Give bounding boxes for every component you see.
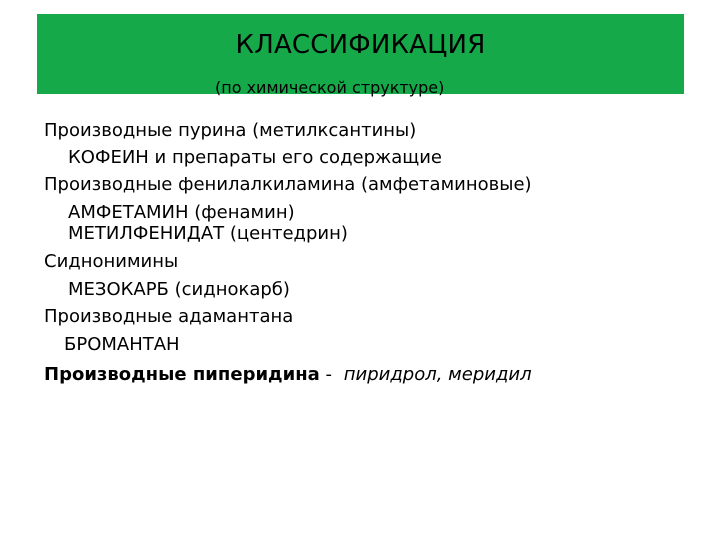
drug-caffeine: КОФЕИН и препараты его содержащие bbox=[68, 147, 442, 168]
slide-subtitle: (по химической структуре) bbox=[215, 78, 445, 97]
drug-mesocarb: МЕЗОКАРБ (сиднокарб) bbox=[68, 279, 290, 300]
group-phenylalkylamine: Производные фенилалкиламина (амфетаминовые) bbox=[44, 174, 532, 195]
group-piperidine-line bbox=[44, 364, 532, 386]
title-band bbox=[37, 14, 684, 97]
drugs-piperidine: пиридрол, меридил bbox=[343, 364, 532, 385]
drug-methylphenidate: МЕТИЛФЕНИДАТ (центедрин) bbox=[68, 223, 348, 244]
drug-amphetamine: АМФЕТАМИН (фенамин) bbox=[68, 202, 295, 223]
group-piperidine: Производные пиперидина bbox=[44, 364, 320, 385]
group-adamantane: Производные адамантана bbox=[44, 306, 294, 327]
group-sydnonimines: Сиднонимины bbox=[44, 251, 179, 272]
separator-dash: - bbox=[319, 364, 338, 385]
group-purine: Производные пурина (метилксантины) bbox=[44, 120, 417, 141]
drug-bromantane: БРОМАНТАН bbox=[64, 334, 180, 355]
slide-title: КЛАССИФИКАЦИЯ bbox=[235, 30, 486, 60]
